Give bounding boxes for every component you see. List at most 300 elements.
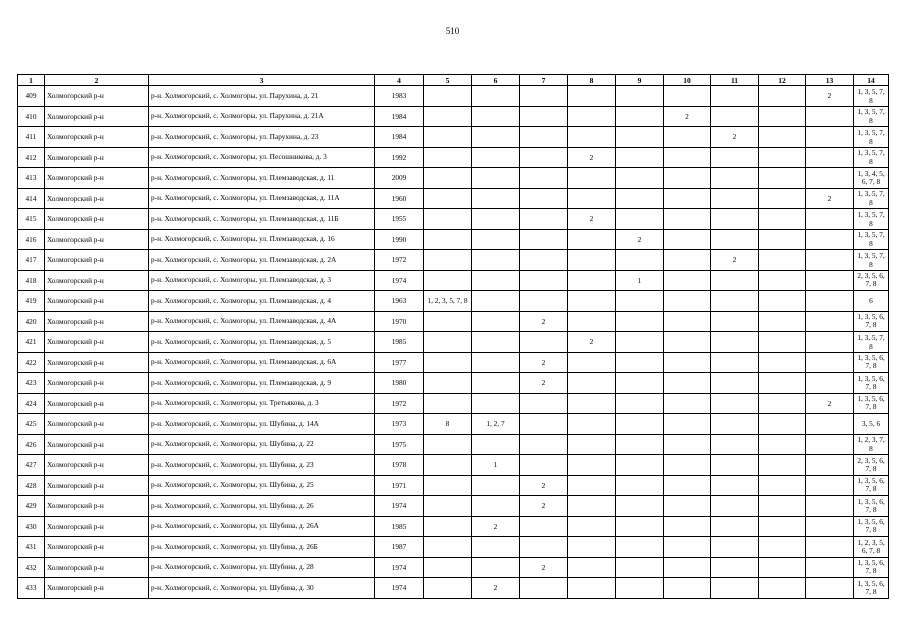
- column-header-11: 11: [711, 75, 759, 86]
- col-11-cell: [711, 188, 759, 209]
- col-8-cell: [568, 291, 616, 312]
- col-7-cell: [520, 332, 568, 353]
- table-row: [18, 557, 889, 578]
- district-cell: Холмогорский р-н: [45, 496, 149, 517]
- col-13-cell: [806, 250, 854, 271]
- col-9-cell: [616, 373, 664, 394]
- table-row: [18, 127, 889, 148]
- row-number-cell: 423: [18, 373, 45, 394]
- year-cell: 1984: [375, 127, 424, 148]
- col-6-cell: [472, 270, 520, 291]
- district-cell: Холмогорский р-н: [45, 270, 149, 291]
- col-6-cell: [472, 373, 520, 394]
- col-12-cell: [759, 578, 806, 599]
- district-cell: Холмогорский р-н: [45, 434, 149, 455]
- year-cell: 1980: [375, 373, 424, 394]
- table-row: [18, 188, 889, 209]
- col-9-cell: [616, 332, 664, 353]
- col-10-cell: [664, 311, 711, 332]
- table-row: [18, 537, 889, 558]
- district-cell: Холмогорский р-н: [45, 229, 149, 250]
- col-8-cell: [568, 270, 616, 291]
- year-cell: 1984: [375, 106, 424, 127]
- address-cell: р-н. Холмогорский, с. Холмогоры, ул. Парухина, д. 23: [149, 127, 375, 148]
- col-8-cell: [568, 86, 616, 107]
- column-header-3: 3: [149, 75, 375, 86]
- year-cell: 1973: [375, 414, 424, 435]
- col-12-cell: [759, 537, 806, 558]
- col-6-cell: [472, 475, 520, 496]
- col-8-cell: [568, 127, 616, 148]
- col-9-cell: 1: [616, 270, 664, 291]
- col-14-cell: 6: [854, 291, 889, 312]
- district-cell: Холмогорский р-н: [45, 578, 149, 599]
- column-header-8: 8: [568, 75, 616, 86]
- col-9-cell: [616, 147, 664, 168]
- col-7-cell: [520, 455, 568, 476]
- col-10-cell: [664, 393, 711, 414]
- address-cell: р-н. Холмогорский, с. Холмогоры, ул. Шубина, д. 22: [149, 434, 375, 455]
- year-cell: 1975: [375, 434, 424, 455]
- col-6-cell: [472, 352, 520, 373]
- address-cell: р-н. Холмогорский, с. Холмогоры, ул. Шубина, д. 26: [149, 496, 375, 517]
- col-13-cell: [806, 332, 854, 353]
- address-cell: р-н. Холмогорский, с. Холмогоры, ул. Шубина, д. 26Б: [149, 537, 375, 558]
- table-row: [18, 373, 889, 394]
- col-10-cell: [664, 332, 711, 353]
- col-13-cell: [806, 414, 854, 435]
- col-5-cell: [424, 537, 472, 558]
- address-cell: р-н. Холмогорский, с. Холмогоры, ул. Шубина, д. 28: [149, 557, 375, 578]
- col-12-cell: [759, 311, 806, 332]
- col-7-cell: [520, 127, 568, 148]
- col-8-cell: [568, 106, 616, 127]
- col-10-cell: [664, 496, 711, 517]
- district-cell: Холмогорский р-н: [45, 147, 149, 168]
- col-14-cell: 1, 2, 3, 7, 8: [854, 434, 889, 455]
- col-6-cell: [472, 86, 520, 107]
- col-8-cell: [568, 557, 616, 578]
- address-cell: р-н. Холмогорский, с. Холмогоры, ул. Племзаводская, д. 9: [149, 373, 375, 394]
- col-12-cell: [759, 373, 806, 394]
- col-14-cell: 2, 3, 5, 6, 7, 8: [854, 270, 889, 291]
- table-row: [18, 352, 889, 373]
- col-9-cell: [616, 393, 664, 414]
- col-12-cell: [759, 332, 806, 353]
- col-8-cell: [568, 475, 616, 496]
- page-number: 510: [445, 26, 460, 36]
- col-9-cell: [616, 578, 664, 599]
- col-7-cell: [520, 414, 568, 435]
- col-7-cell: [520, 209, 568, 230]
- column-header-13: 13: [806, 75, 854, 86]
- col-5-cell: [424, 352, 472, 373]
- table-row: [18, 229, 889, 250]
- row-number-cell: 414: [18, 188, 45, 209]
- row-number-cell: 413: [18, 168, 45, 189]
- col-9-cell: [616, 127, 664, 148]
- col-5-cell: [424, 229, 472, 250]
- col-5-cell: [424, 188, 472, 209]
- col-8-cell: [568, 373, 616, 394]
- col-10-cell: [664, 475, 711, 496]
- col-13-cell: [806, 537, 854, 558]
- col-11-cell: [711, 393, 759, 414]
- table-row: [18, 147, 889, 168]
- col-12-cell: [759, 229, 806, 250]
- col-13-cell: [806, 127, 854, 148]
- table-row: [18, 475, 889, 496]
- row-number-cell: 432: [18, 557, 45, 578]
- col-5-cell: [424, 332, 472, 353]
- col-5-cell: [424, 373, 472, 394]
- col-5-cell: [424, 475, 472, 496]
- col-10-cell: [664, 250, 711, 271]
- col-9-cell: [616, 188, 664, 209]
- col-8-cell: [568, 496, 616, 517]
- column-header-7: 7: [520, 75, 568, 86]
- row-number-cell: 419: [18, 291, 45, 312]
- col-7-cell: [520, 291, 568, 312]
- col-9-cell: [616, 557, 664, 578]
- column-header-4: 4: [375, 75, 424, 86]
- col-14-cell: 1, 2, 3, 5, 6, 7, 8: [854, 537, 889, 558]
- table-row: [18, 455, 889, 476]
- col-11-cell: [711, 455, 759, 476]
- col-6-cell: [472, 311, 520, 332]
- col-8-cell: [568, 516, 616, 537]
- col-12-cell: [759, 414, 806, 435]
- col-9-cell: 2: [616, 229, 664, 250]
- row-number-cell: 416: [18, 229, 45, 250]
- year-cell: 1960: [375, 188, 424, 209]
- col-11-cell: [711, 434, 759, 455]
- col-9-cell: [616, 496, 664, 517]
- col-8-cell: [568, 455, 616, 476]
- col-7-cell: [520, 188, 568, 209]
- col-5-cell: [424, 496, 472, 517]
- district-cell: Холмогорский р-н: [45, 537, 149, 558]
- col-13-cell: [806, 434, 854, 455]
- col-12-cell: [759, 455, 806, 476]
- col-11-cell: [711, 578, 759, 599]
- year-cell: 1974: [375, 578, 424, 599]
- address-cell: р-н. Холмогорский, с. Холмогоры, ул. Племзаводская, д. 11: [149, 168, 375, 189]
- col-7-cell: [520, 168, 568, 189]
- col-11-cell: [711, 557, 759, 578]
- col-13-cell: [806, 229, 854, 250]
- col-13-cell: [806, 168, 854, 189]
- table-header-row: [18, 75, 889, 86]
- col-9-cell: [616, 86, 664, 107]
- col-10-cell: [664, 86, 711, 107]
- col-7-cell: [520, 106, 568, 127]
- col-10-cell: [664, 270, 711, 291]
- col-10-cell: [664, 537, 711, 558]
- col-14-cell: 1, 3, 5, 6, 7, 8: [854, 475, 889, 496]
- column-header-14: 14: [854, 75, 889, 86]
- row-number-cell: 431: [18, 537, 45, 558]
- col-12-cell: [759, 188, 806, 209]
- table-row: [18, 250, 889, 271]
- table-row: [18, 414, 889, 435]
- row-number-cell: 411: [18, 127, 45, 148]
- col-12-cell: [759, 516, 806, 537]
- col-14-cell: 1, 3, 5, 6, 7, 8: [854, 557, 889, 578]
- col-7-cell: [520, 516, 568, 537]
- col-12-cell: [759, 475, 806, 496]
- row-number-cell: 420: [18, 311, 45, 332]
- year-cell: 2009: [375, 168, 424, 189]
- district-cell: Холмогорский р-н: [45, 250, 149, 271]
- col-11-cell: [711, 86, 759, 107]
- table-row: [18, 578, 889, 599]
- col-11-cell: [711, 475, 759, 496]
- col-9-cell: [616, 291, 664, 312]
- col-8-cell: [568, 168, 616, 189]
- col-10-cell: [664, 578, 711, 599]
- row-number-cell: 430: [18, 516, 45, 537]
- col-11-cell: [711, 332, 759, 353]
- row-number-cell: 433: [18, 578, 45, 599]
- col-12-cell: [759, 496, 806, 517]
- col-7-cell: [520, 393, 568, 414]
- col-12-cell: [759, 434, 806, 455]
- col-11-cell: [711, 270, 759, 291]
- table-row: [18, 291, 889, 312]
- col-12-cell: [759, 352, 806, 373]
- address-cell: р-н. Холмогорский, с. Холмогоры, ул. Племзаводская, д. 4: [149, 291, 375, 312]
- col-14-cell: 1, 3, 5, 7, 8: [854, 147, 889, 168]
- col-7-cell: [520, 578, 568, 599]
- col-10-cell: [664, 291, 711, 312]
- col-9-cell: [616, 106, 664, 127]
- year-cell: 1985: [375, 332, 424, 353]
- col-7-cell: [520, 434, 568, 455]
- col-5-cell: [424, 270, 472, 291]
- col-8-cell: 2: [568, 147, 616, 168]
- col-6-cell: [472, 557, 520, 578]
- address-cell: р-н. Холмогорский, с. Холмогоры, ул. Песошникова, д. 3: [149, 147, 375, 168]
- col-5-cell: [424, 434, 472, 455]
- year-cell: 1978: [375, 455, 424, 476]
- address-cell: р-н. Холмогорский, с. Холмогоры, ул. Шубина, д. 30: [149, 578, 375, 599]
- address-cell: р-н. Холмогорский, с. Холмогоры, ул. Племзаводская, д. 6А: [149, 352, 375, 373]
- col-9-cell: [616, 168, 664, 189]
- year-cell: 1977: [375, 352, 424, 373]
- column-header-1: 1: [18, 75, 45, 86]
- row-number-cell: 428: [18, 475, 45, 496]
- col-14-cell: 1, 3, 5, 6, 7, 8: [854, 352, 889, 373]
- year-cell: 1983: [375, 86, 424, 107]
- col-9-cell: [616, 209, 664, 230]
- address-cell: р-н. Холмогорский, с. Холмогоры, ул. Шубина, д. 26А: [149, 516, 375, 537]
- col-11-cell: 2: [711, 127, 759, 148]
- col-13-cell: [806, 270, 854, 291]
- col-6-cell: 2: [472, 516, 520, 537]
- col-13-cell: [806, 373, 854, 394]
- col-11-cell: [711, 537, 759, 558]
- col-5-cell: [424, 516, 472, 537]
- col-6-cell: [472, 393, 520, 414]
- row-number-cell: 417: [18, 250, 45, 271]
- col-13-cell: [806, 147, 854, 168]
- district-cell: Холмогорский р-н: [45, 475, 149, 496]
- address-cell: р-н. Холмогорский, с. Холмогоры, ул. Парухина, д. 21: [149, 86, 375, 107]
- col-13-cell: [806, 106, 854, 127]
- row-number-cell: 422: [18, 352, 45, 373]
- col-9-cell: [616, 434, 664, 455]
- address-cell: р-н. Холмогорский, с. Холмогоры, ул. Племзаводская, д. 11Б: [149, 209, 375, 230]
- col-14-cell: 1, 3, 5, 7, 8: [854, 332, 889, 353]
- address-cell: р-н. Холмогорский, с. Холмогоры, ул. Племзаводская, д. 5: [149, 332, 375, 353]
- col-5-cell: [424, 557, 472, 578]
- table-row: [18, 86, 889, 107]
- col-14-cell: 1, 3, 5, 6, 7, 8: [854, 373, 889, 394]
- col-6-cell: 2: [472, 578, 520, 599]
- col-10-cell: [664, 352, 711, 373]
- col-14-cell: 1, 3, 5, 6, 7, 8: [854, 516, 889, 537]
- col-7-cell: 2: [520, 475, 568, 496]
- district-cell: Холмогорский р-н: [45, 414, 149, 435]
- col-5-cell: 8: [424, 414, 472, 435]
- year-cell: 1974: [375, 270, 424, 291]
- col-13-cell: [806, 516, 854, 537]
- col-14-cell: 1, 3, 5, 7, 8: [854, 188, 889, 209]
- col-5-cell: [424, 578, 472, 599]
- row-number-cell: 424: [18, 393, 45, 414]
- year-cell: 1970: [375, 311, 424, 332]
- col-5-cell: [424, 250, 472, 271]
- col-11-cell: [711, 516, 759, 537]
- col-13-cell: [806, 475, 854, 496]
- col-14-cell: 1, 3, 5, 7, 8: [854, 127, 889, 148]
- col-10-cell: [664, 168, 711, 189]
- year-cell: 1955: [375, 209, 424, 230]
- col-14-cell: 1, 3, 5, 7, 8: [854, 106, 889, 127]
- col-7-cell: [520, 537, 568, 558]
- col-6-cell: [472, 127, 520, 148]
- col-13-cell: [806, 455, 854, 476]
- col-6-cell: [472, 168, 520, 189]
- col-8-cell: [568, 537, 616, 558]
- col-7-cell: 2: [520, 311, 568, 332]
- col-10-cell: [664, 414, 711, 435]
- col-10-cell: [664, 373, 711, 394]
- col-5-cell: [424, 168, 472, 189]
- district-cell: Холмогорский р-н: [45, 86, 149, 107]
- row-number-cell: 418: [18, 270, 45, 291]
- col-14-cell: 1, 3, 5, 7, 8: [854, 229, 889, 250]
- col-12-cell: [759, 127, 806, 148]
- col-11-cell: [711, 291, 759, 312]
- col-10-cell: [664, 188, 711, 209]
- col-12-cell: [759, 209, 806, 230]
- col-6-cell: [472, 209, 520, 230]
- col-9-cell: [616, 475, 664, 496]
- col-9-cell: [616, 455, 664, 476]
- col-9-cell: [616, 352, 664, 373]
- col-8-cell: [568, 393, 616, 414]
- col-13-cell: 2: [806, 86, 854, 107]
- col-11-cell: [711, 209, 759, 230]
- col-9-cell: [616, 414, 664, 435]
- district-cell: Холмогорский р-н: [45, 373, 149, 394]
- col-13-cell: [806, 496, 854, 517]
- year-cell: 1987: [375, 537, 424, 558]
- row-number-cell: 427: [18, 455, 45, 476]
- col-14-cell: 3, 5, 6: [854, 414, 889, 435]
- col-7-cell: [520, 250, 568, 271]
- col-12-cell: [759, 291, 806, 312]
- col-11-cell: [711, 147, 759, 168]
- address-cell: р-н. Холмогорский, с. Холмогоры, ул. Третьякова, д. 3: [149, 393, 375, 414]
- col-12-cell: [759, 557, 806, 578]
- address-cell: р-н. Холмогорский, с. Холмогоры, ул. Племзаводская, д. 2А: [149, 250, 375, 271]
- table-row: [18, 311, 889, 332]
- col-5-cell: [424, 86, 472, 107]
- col-5-cell: [424, 455, 472, 476]
- year-cell: 1992: [375, 147, 424, 168]
- district-cell: Холмогорский р-н: [45, 557, 149, 578]
- col-14-cell: 1, 3, 5, 6, 7, 8: [854, 496, 889, 517]
- year-cell: 1971: [375, 475, 424, 496]
- col-8-cell: [568, 188, 616, 209]
- col-13-cell: [806, 311, 854, 332]
- district-cell: Холмогорский р-н: [45, 291, 149, 312]
- col-12-cell: [759, 147, 806, 168]
- year-cell: 1990: [375, 229, 424, 250]
- col-11-cell: [711, 311, 759, 332]
- col-9-cell: [616, 311, 664, 332]
- row-number-cell: 426: [18, 434, 45, 455]
- col-11-cell: [711, 229, 759, 250]
- column-header-2: 2: [45, 75, 149, 86]
- district-cell: Холмогорский р-н: [45, 516, 149, 537]
- district-cell: Холмогорский р-н: [45, 455, 149, 476]
- col-8-cell: [568, 229, 616, 250]
- registry-table: [17, 74, 889, 599]
- column-header-6: 6: [472, 75, 520, 86]
- col-5-cell: [424, 106, 472, 127]
- col-7-cell: [520, 147, 568, 168]
- col-9-cell: [616, 516, 664, 537]
- col-6-cell: [472, 106, 520, 127]
- table-row: [18, 434, 889, 455]
- row-number-cell: 421: [18, 332, 45, 353]
- col-5-cell: [424, 311, 472, 332]
- year-cell: 1972: [375, 393, 424, 414]
- address-cell: р-н. Холмогорский, с. Холмогоры, ул. Племзаводская, д. 3: [149, 270, 375, 291]
- table-row: [18, 106, 889, 127]
- district-cell: Холмогорский р-н: [45, 127, 149, 148]
- col-10-cell: 2: [664, 106, 711, 127]
- col-6-cell: [472, 496, 520, 517]
- col-14-cell: 1, 3, 5, 7, 8: [854, 209, 889, 230]
- col-6-cell: 1, 2, 7: [472, 414, 520, 435]
- col-5-cell: [424, 147, 472, 168]
- col-7-cell: [520, 86, 568, 107]
- col-12-cell: [759, 168, 806, 189]
- col-5-cell: [424, 127, 472, 148]
- col-10-cell: [664, 434, 711, 455]
- col-11-cell: [711, 168, 759, 189]
- col-12-cell: [759, 106, 806, 127]
- table-row: [18, 168, 889, 189]
- table-row: [18, 209, 889, 230]
- col-6-cell: [472, 291, 520, 312]
- col-14-cell: 2, 3, 5, 6, 7, 8: [854, 455, 889, 476]
